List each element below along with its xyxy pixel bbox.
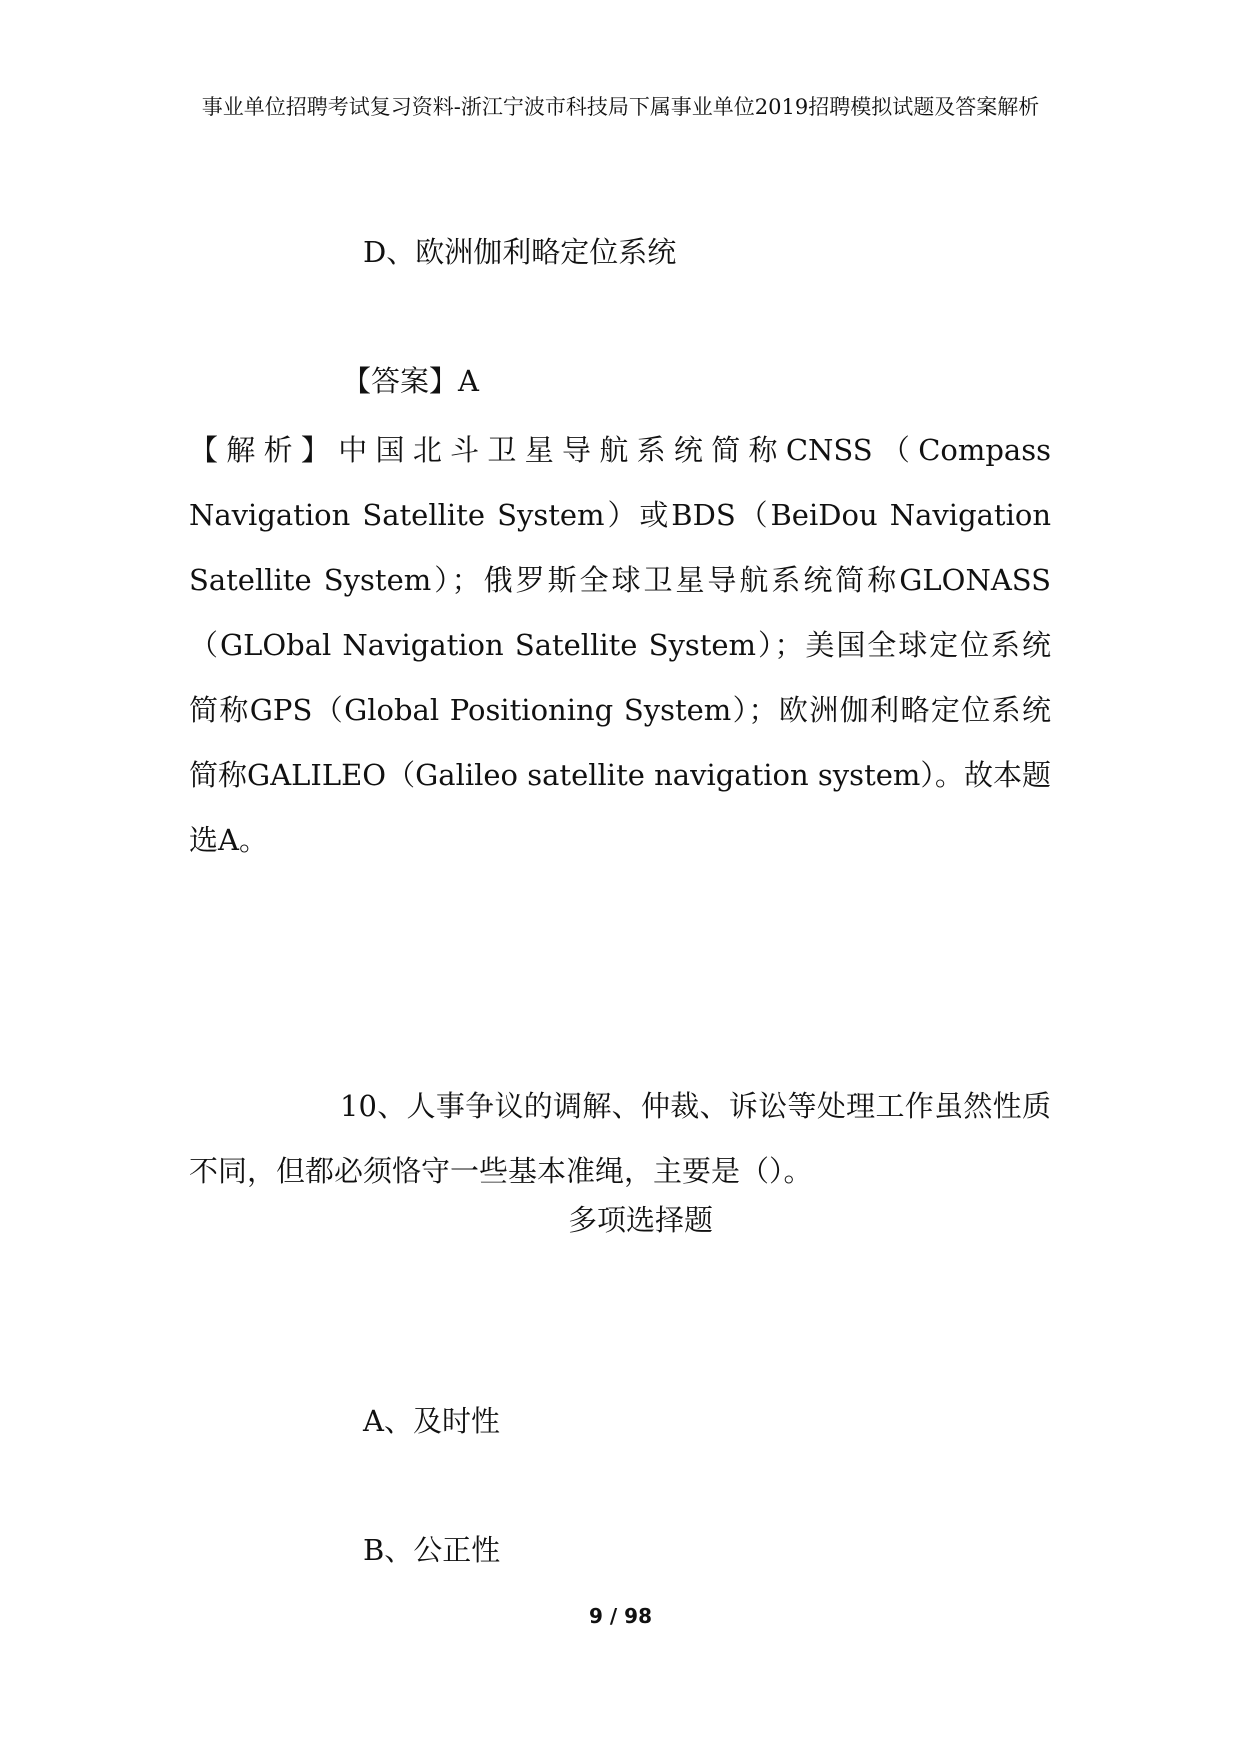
- analysis-paragraph: 【解析】中国北斗卫星导航系统简称CNSS（Compass Navigation Satellite System）或BDS（BeiDou Navigation Satellite System）；俄罗斯全球卫星导航系统简称GLONASS（GLObal Navigation Satellite System）；美国全球定位系统简称GPS（Global Positioning System）；欧洲伽利略定位系统简称GALILEO（Galileo satellite navigation system）。故本题选A。: [189, 433, 1051, 857]
- document-header: 事业单位招聘考试复习资料-浙江宁波市科技局下属事业单位2019招聘模拟试题及答案解析: [201, 95, 1040, 119]
- question-10-stem: 10、人事争议的调解、仲裁、诉讼等处理工作虽然性质不同，但都必须恪守一些基本准绳，主要是（）。: [189, 1089, 1051, 1188]
- option-b: B、公正性: [363, 1533, 501, 1567]
- option-a: A、及时性: [363, 1404, 500, 1438]
- page-number: 9 / 98: [589, 1604, 652, 1628]
- answer-label: 【答案】A: [342, 364, 479, 398]
- option-d: D、欧洲伽利略定位系统: [363, 235, 677, 269]
- question-type-label: 多项选择题: [567, 1203, 713, 1237]
